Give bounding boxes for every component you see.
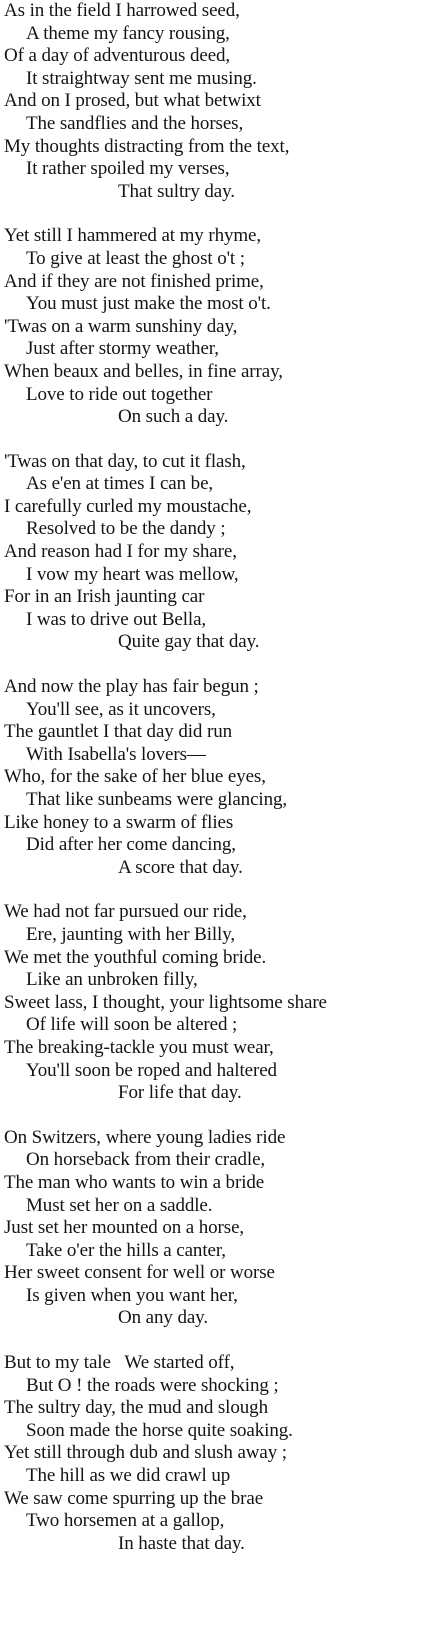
verse-line: The gauntlet I that day did run <box>4 721 232 743</box>
verse-line: Must set her on a saddle. <box>26 1194 213 1216</box>
verse-line: You'll soon be roped and haltered <box>26 1059 277 1081</box>
verse-line: Who, for the sake of her blue eyes, <box>4 766 266 788</box>
verse-line: The sandflies and the horses, <box>26 112 244 134</box>
verse-line: The man who wants to win a bride <box>4 1171 265 1193</box>
verse-line: Like an unbroken filly, <box>26 969 198 991</box>
verse-line: But to my tale We started off, <box>4 1352 235 1374</box>
verse-line: Yet still through dub and slush away ; <box>4 1442 287 1464</box>
stanza <box>4 1127 430 1330</box>
verse-line: Her sweet consent for well or worse <box>4 1262 275 1284</box>
refrain-line: On any day. <box>118 1307 209 1329</box>
verse-line: When beaux and belles, in fine array, <box>4 360 283 382</box>
verse-line: For in an Irish jaunting car <box>4 586 205 608</box>
refrain-line: For life that day. <box>118 1082 242 1104</box>
verse-line: That like sunbeams were glancing, <box>26 789 288 810</box>
verse-line: You'll see, as it uncovers, <box>26 698 216 720</box>
poem-page <box>4 0 430 1577</box>
verse-line: Did after her come dancing, <box>26 834 236 856</box>
verse-line: You must just make the most o't. <box>26 293 271 315</box>
verse-line: My thoughts distracting from the text, <box>4 135 290 157</box>
verse-line: But O ! the roads were shocking ; <box>26 1374 279 1396</box>
stanza <box>4 901 430 1104</box>
verse-line: A theme my fancy rousing, <box>26 22 230 44</box>
refrain-line: On such a day. <box>118 406 229 428</box>
verse-line: 'Twas on that day, to cut it flash, <box>4 450 246 472</box>
stanza <box>4 225 430 428</box>
verse-line: And if they are not finished prime, <box>4 270 264 292</box>
verse-line: Is given when you want her, <box>26 1284 238 1306</box>
verse-line: We had not far pursued our ride, <box>4 901 247 923</box>
verse-line: The sultry day, the mud and slough <box>4 1397 268 1419</box>
verse-line: Just after stormy weather, <box>26 338 219 360</box>
verse-line: I vow my heart was mellow, <box>26 563 239 585</box>
verse-line: With Isabella's lovers— <box>26 743 206 765</box>
verse-line: I carefully curled my moustache, <box>4 495 252 517</box>
verse-line: Ere, jaunting with her Billy, <box>26 923 236 945</box>
verse-line: I was to drive out Bella, <box>26 608 207 630</box>
verse-line: Resolved to be the dandy ; <box>26 518 226 540</box>
verse-line: Take o'er the hills a canter, <box>26 1239 226 1261</box>
verse-line: On horseback from their cradle, <box>26 1149 266 1171</box>
verse-line: Of life will soon be altered ; <box>26 1014 238 1036</box>
verse-line: On Switzers, where young ladies ride <box>4 1126 286 1148</box>
verse-line: To give at least the ghost o't ; <box>26 247 245 269</box>
verse-line: It rather spoiled my verses, <box>26 158 230 180</box>
verse-line: As in the field I harrowed seed, <box>4 0 240 21</box>
verse-line: Soon made the horse quite soaking. <box>26 1419 293 1441</box>
verse-line: The breaking-tackle you must wear, <box>4 1036 274 1058</box>
verse-line: Sweet lass, I thought, your lightsome share <box>4 991 327 1013</box>
verse-line: Just set her mounted on a horse, <box>4 1217 245 1239</box>
refrain-line: That sultry day. <box>118 180 235 202</box>
verse-line: And on I prosed, but what betwixt <box>4 90 261 112</box>
stanza <box>4 451 430 654</box>
verse-line: Love to ride out together <box>26 383 213 405</box>
stanza <box>4 676 430 879</box>
verse-line: 'Twas on a warm sunshiny day, <box>4 315 238 337</box>
verse-line: And reason had I for my share, <box>4 541 237 563</box>
verse-line: As e'en at times I can be, <box>26 473 214 495</box>
verse-line: It straightway sent me musing. <box>26 67 257 89</box>
verse-line: Yet still I hammered at my rhyme, <box>4 225 262 247</box>
verse-line: We saw come spurring up the brae <box>4 1487 264 1509</box>
refrain-line: Quite gay that day. <box>118 631 260 653</box>
refrain-line: In haste that day. <box>118 1532 245 1554</box>
stanza <box>4 1352 430 1555</box>
refrain-line: A score that day. <box>118 856 243 878</box>
verse-line: We met the youthful coming bride. <box>4 946 267 968</box>
verse-line: Of a day of adventurous deed, <box>4 45 231 67</box>
stanza <box>4 0 430 203</box>
verse-line: And now the play has fair begun ; <box>4 676 259 698</box>
verse-line: The hill as we did crawl up <box>26 1465 231 1487</box>
verse-line: Like honey to a swarm of flies <box>4 811 234 833</box>
verse-line: Two horsemen at a gallop, <box>26 1510 225 1532</box>
